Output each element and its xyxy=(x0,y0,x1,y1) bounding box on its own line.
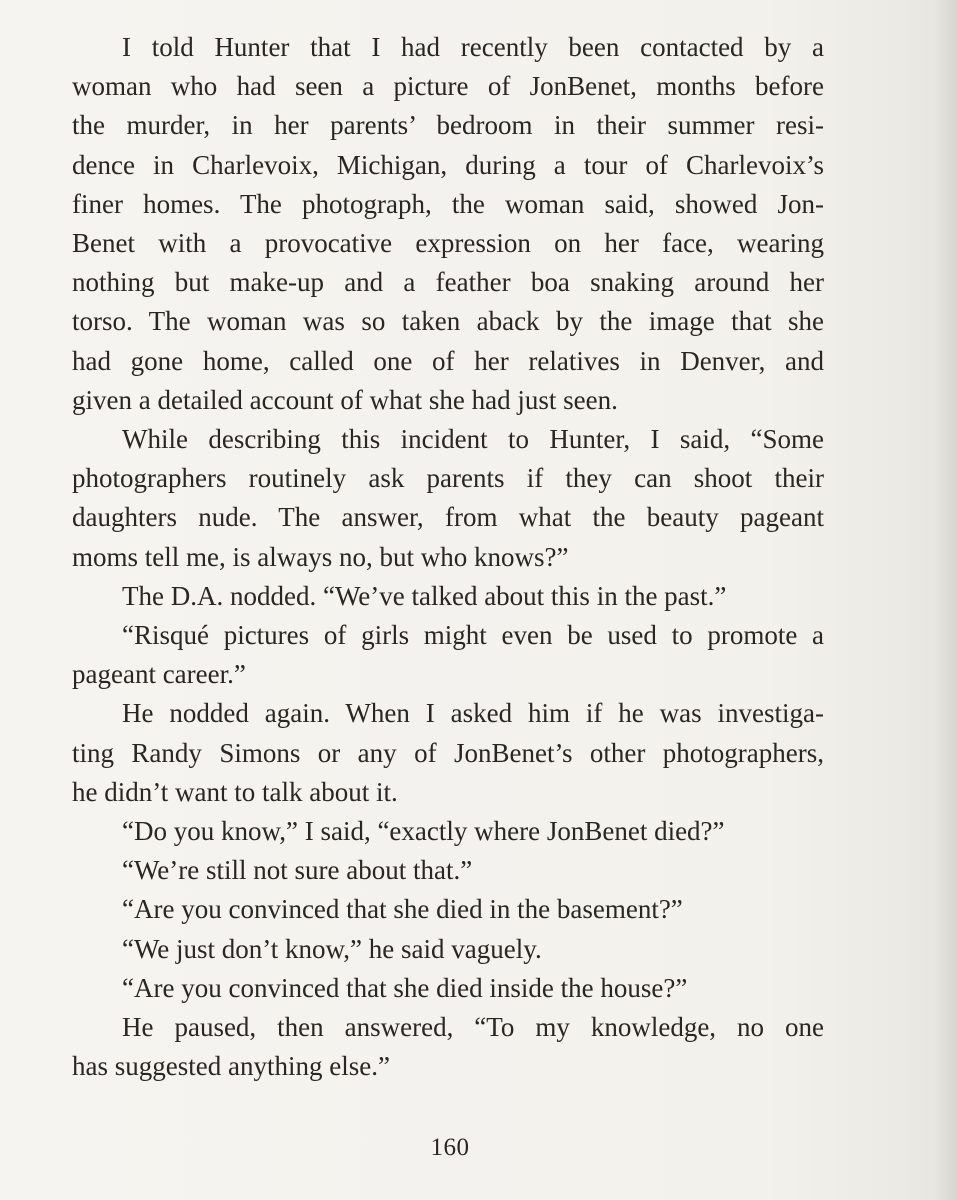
paragraph xyxy=(72,616,824,694)
text-line: “Do you know,” I said, “exactly where JonBenet died?” xyxy=(122,816,725,847)
text-line: moms tell me, is always no, but who knows?” xyxy=(72,541,569,572)
text-line: “Risqué pictures of girls might even be used to promote a xyxy=(122,620,824,651)
paragraph xyxy=(72,1008,824,1086)
text-line: Benet with a provocative expression on her face, wearing xyxy=(72,228,824,259)
paragraph xyxy=(72,890,824,929)
text-line: photographers routinely ask parents if they can shoot their xyxy=(72,463,824,494)
text-line: finer homes. The photograph, the woman said, showed Jon- xyxy=(72,188,824,219)
body-text xyxy=(72,28,824,1086)
text-line: he didn’t want to talk about it. xyxy=(72,776,398,807)
text-line: daughters nude. The answer, from what the beauty pageant xyxy=(72,502,824,533)
text-line: given a detailed account of what she had just seen. xyxy=(72,384,618,415)
text-line: pageant career.” xyxy=(72,659,246,690)
text-line: “We just don’t know,” he said vaguely. xyxy=(122,933,542,964)
text-line: has suggested anything else.” xyxy=(72,1051,390,1082)
paragraph xyxy=(72,969,824,1008)
text-line: dence in Charlevoix, Michigan, during a tour of Charlevoix’s xyxy=(72,149,824,180)
paragraph xyxy=(72,930,824,969)
text-line: “Are you convinced that she died in the basement?” xyxy=(122,894,683,925)
text-line: The D.A. nodded. “We’ve talked about this in the past.” xyxy=(122,580,727,611)
text-line: “Are you convinced that she died inside the house?” xyxy=(122,972,688,1003)
page-edge-shadow xyxy=(935,0,957,1200)
text-line: I told Hunter that I had recently been contacted by a xyxy=(122,32,824,62)
paragraph xyxy=(72,28,824,420)
page-number: 160 xyxy=(430,1134,470,1161)
text-line: torso. The woman was so taken aback by the image that she xyxy=(72,306,824,337)
text-line: nothing but make-up and a feather boa snaking around her xyxy=(72,267,824,298)
text-line: ting Randy Simons or any of JonBenet’s other photographers, xyxy=(72,737,824,768)
text-line: He nodded again. When I asked him if he was investiga- xyxy=(122,698,824,729)
text-line: He paused, then answered, “To my knowledge, no one xyxy=(122,1012,824,1043)
paragraph xyxy=(72,851,824,890)
paragraph xyxy=(72,420,824,577)
text-line: “We’re still not sure about that.” xyxy=(122,855,473,886)
paragraph xyxy=(72,694,824,812)
paragraph xyxy=(72,812,824,851)
text-line: woman who had seen a picture of JonBenet, months before xyxy=(72,71,824,102)
paragraph xyxy=(72,577,824,616)
text-line: While describing this incident to Hunter, I said, “Some xyxy=(122,424,824,455)
text-line: had gone home, called one of her relatives in Denver, and xyxy=(72,345,824,376)
text-line: the murder, in her parents’ bedroom in their summer resi- xyxy=(72,110,824,141)
